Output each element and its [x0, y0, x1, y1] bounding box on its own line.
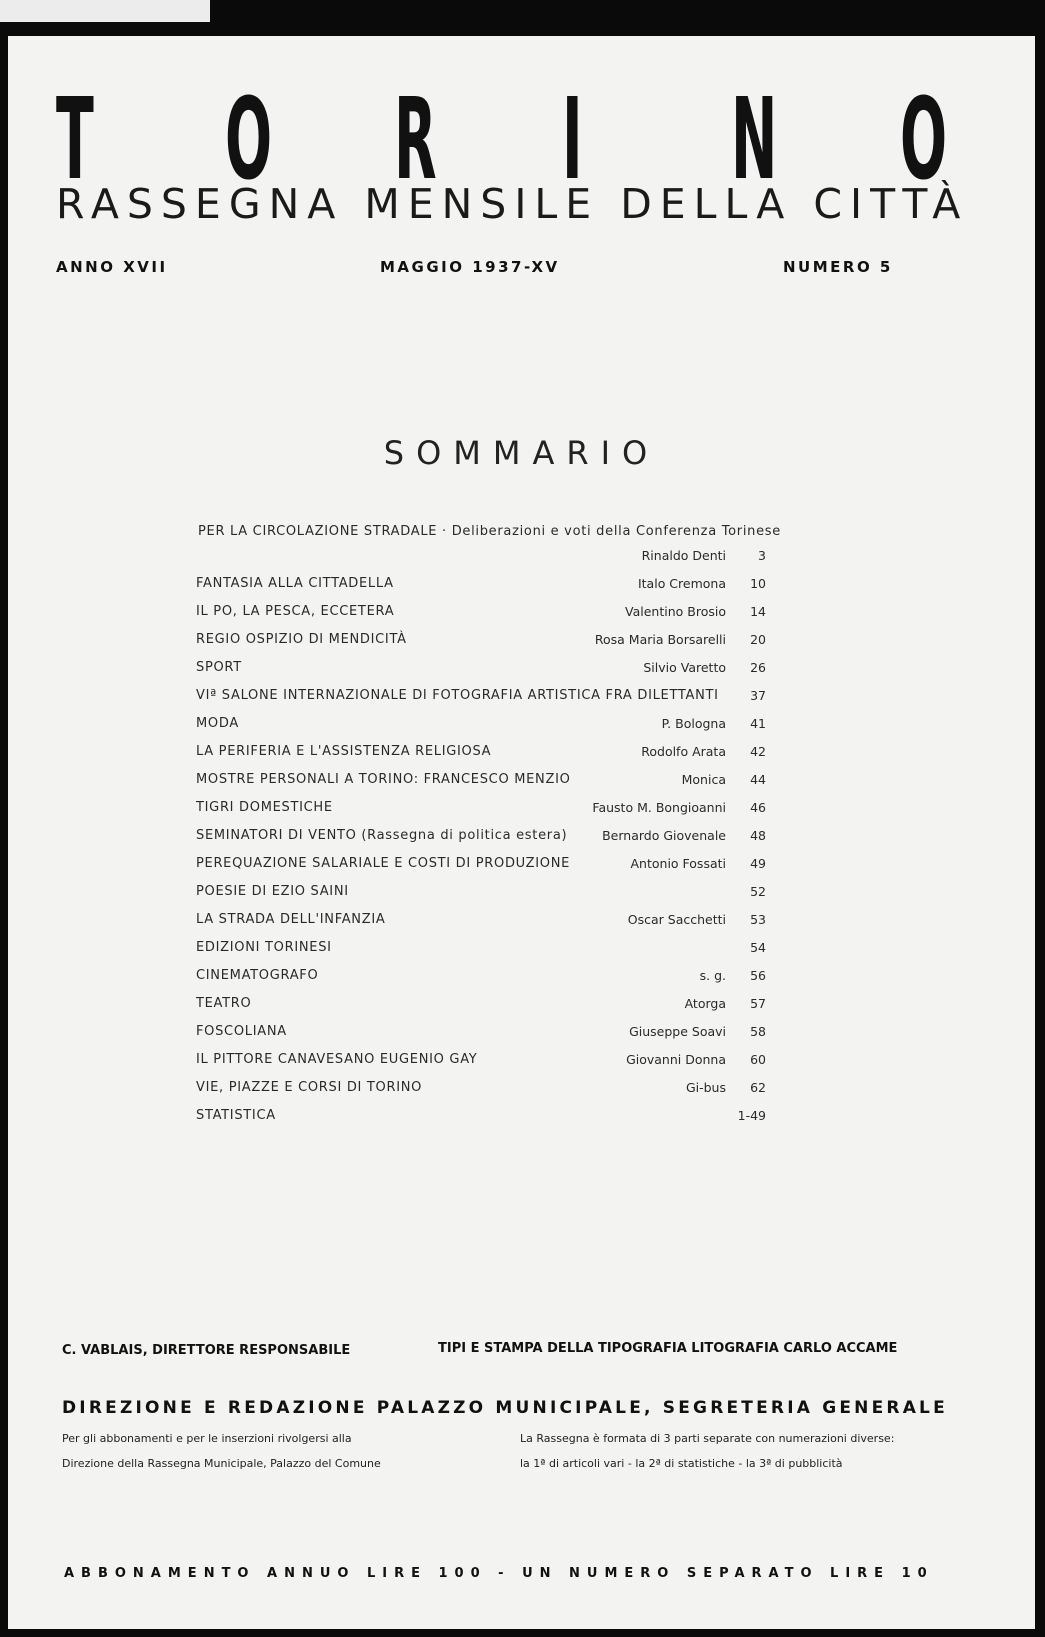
toc-page: 10 — [750, 576, 766, 591]
note-line: Direzione della Rassegna Municipale, Palazzo del Comune — [62, 1457, 381, 1470]
director-credit: C. VABLAIS, DIRETTORE RESPONSABILE — [62, 1343, 351, 1358]
toc-author: Fausto M. Bongioanni — [592, 800, 726, 815]
toc-title: FANTASIA ALLA CITTADELLA — [196, 576, 394, 591]
toc-row — [196, 800, 796, 828]
toc-page: 3 — [758, 548, 766, 563]
toc-title: SPORT — [196, 660, 242, 675]
toc-title: EDIZIONI TORINESI — [196, 940, 332, 955]
toc-author: Rosa Maria Borsarelli — [594, 632, 726, 647]
toc-author: Silvio Varetto — [643, 660, 726, 675]
toc-row — [196, 1024, 796, 1052]
toc-author: P. Bologna — [661, 716, 726, 731]
masthead-letter: N — [731, 75, 778, 205]
toc-page: 26 — [750, 660, 766, 675]
structure-note — [520, 1426, 894, 1476]
toc-title: PEREQUAZIONE SALARIALE E COSTI DI PRODUZIONE — [196, 856, 571, 871]
toc-page: 57 — [750, 996, 766, 1011]
toc-row — [196, 632, 796, 660]
toc-author: s. g. — [699, 968, 726, 983]
toc-row — [196, 912, 796, 940]
editorial-office: DIREZIONE E REDAZIONE PALAZZO MUNICIPALE, SEGRETERIA GENERALE — [62, 1398, 948, 1418]
scan-margin — [0, 0, 210, 22]
toc-title: FOSCOLIANA — [196, 1024, 287, 1039]
subscription-price: ABBONAMENTO ANNUO LIRE 100 - UN NUMERO SEPARATO LIRE 10 — [64, 1566, 934, 1581]
toc-row — [196, 884, 796, 912]
toc-title: VIE, PIAZZE E CORSI DI TORINO — [196, 1080, 423, 1095]
masthead-letter: O — [224, 75, 272, 205]
toc-page: 54 — [750, 940, 766, 955]
masthead-letter: T — [56, 75, 94, 205]
note-line: la 1ª di articoli vari - la 2ª di statistiche - la 3ª di pubblicità — [520, 1457, 843, 1470]
toc-row — [196, 828, 796, 856]
toc-page: 60 — [750, 1052, 766, 1067]
subtitle: RASSEGNA MENSILE DELLA CITTÀ — [56, 180, 969, 228]
toc-page: 46 — [750, 800, 766, 815]
toc-row — [196, 524, 796, 576]
toc-page: 48 — [750, 828, 766, 843]
toc-page: 53 — [750, 912, 766, 927]
toc-title: IL PO, LA PESCA, ECCETERA — [196, 604, 395, 619]
toc-row — [196, 940, 796, 968]
toc-row — [196, 968, 796, 996]
toc-title: LA PERIFERIA E L'ASSISTENZA RELIGIOSA — [196, 744, 492, 759]
toc-title: POESIE DI EZIO SAINI — [196, 884, 349, 899]
subscription-note — [62, 1426, 381, 1476]
note-line: Per gli abbonamenti e per le inserzioni rivolgersi alla — [62, 1432, 352, 1445]
toc-row — [196, 856, 796, 884]
toc-title: TIGRI DOMESTICHE — [196, 800, 333, 815]
toc-page: 44 — [750, 772, 766, 787]
toc-author: Atorga — [684, 996, 726, 1011]
masthead-letter: I — [562, 75, 583, 205]
toc-title: LA STRADA DELL'INFANZIA — [196, 912, 386, 927]
table-of-contents — [196, 524, 796, 1136]
masthead-letter: O — [899, 75, 948, 205]
toc-author: Giuseppe Soavi — [629, 1024, 726, 1039]
toc-author: Bernardo Giovenale — [602, 828, 726, 843]
toc-page: 1-49 — [737, 1108, 766, 1123]
toc-title: SEMINATORI DI VENTO (Rassegna di politica estera) — [196, 828, 568, 843]
toc-title: MOSTRE PERSONALI A TORINO: FRANCESCO MENZIO — [196, 772, 571, 787]
toc-title: PER LA CIRCOLAZIONE STRADALE · Deliberazioni e voti della Conferenza Torinese — [198, 524, 781, 539]
toc-author: Antonio Fossati — [630, 856, 726, 871]
toc-title: MODA — [196, 716, 239, 731]
note-line: La Rassegna è formata di 3 parti separate con numerazioni diverse: — [520, 1432, 895, 1445]
toc-page: 37 — [750, 688, 766, 703]
toc-author: Monica — [681, 772, 726, 787]
masthead-letter: R — [393, 75, 437, 205]
toc-row — [196, 772, 796, 800]
toc-title: VIª SALONE INTERNAZIONALE DI FOTOGRAFIA ARTISTICA FRA DILETTANTI — [196, 688, 719, 703]
toc-page: 49 — [750, 856, 766, 871]
toc-row — [196, 1108, 796, 1136]
toc-row — [196, 1080, 796, 1108]
toc-page: 42 — [750, 744, 766, 759]
toc-title: REGIO OSPIZIO DI MENDICITÀ — [196, 632, 407, 647]
toc-row — [196, 996, 796, 1024]
toc-author: Rodolfo Arata — [641, 744, 726, 759]
toc-title: IL PITTORE CANAVESANO EUGENIO GAY — [196, 1052, 478, 1067]
toc-row — [196, 716, 796, 744]
toc-author: Rinaldo Denti — [641, 548, 726, 563]
sommario-heading: SOMMARIO — [383, 434, 660, 472]
toc-page: 41 — [750, 716, 766, 731]
printer-credit: TIPI E STAMPA DELLA TIPOGRAFIA LITOGRAFIA CARLO ACCAME — [438, 1341, 898, 1356]
issue-date: MAGGIO 1937-XV — [380, 258, 560, 276]
issue-number: NUMERO 5 — [783, 258, 893, 276]
toc-row — [196, 576, 796, 604]
toc-row — [196, 660, 796, 688]
toc-title: TEATRO — [196, 996, 252, 1011]
toc-page: 52 — [750, 884, 766, 899]
magazine-cover-page — [8, 36, 1035, 1629]
toc-author: Giovanni Donna — [626, 1052, 726, 1067]
toc-row — [196, 1052, 796, 1080]
toc-row — [196, 688, 796, 716]
toc-page: 14 — [750, 604, 766, 619]
toc-author: Valentino Brosio — [625, 604, 726, 619]
toc-author: Italo Cremona — [637, 576, 726, 591]
toc-title: CINEMATOGRAFO — [196, 968, 319, 983]
toc-page: 20 — [750, 632, 766, 647]
anno: ANNO XVII — [56, 258, 168, 276]
toc-page: 56 — [750, 968, 766, 983]
toc-page: 62 — [750, 1080, 766, 1095]
toc-title: STATISTICA — [196, 1108, 276, 1123]
toc-row — [196, 744, 796, 772]
toc-author: Gi-bus — [685, 1080, 726, 1095]
toc-page: 58 — [750, 1024, 766, 1039]
toc-author: Oscar Sacchetti — [627, 912, 726, 927]
toc-row — [196, 604, 796, 632]
